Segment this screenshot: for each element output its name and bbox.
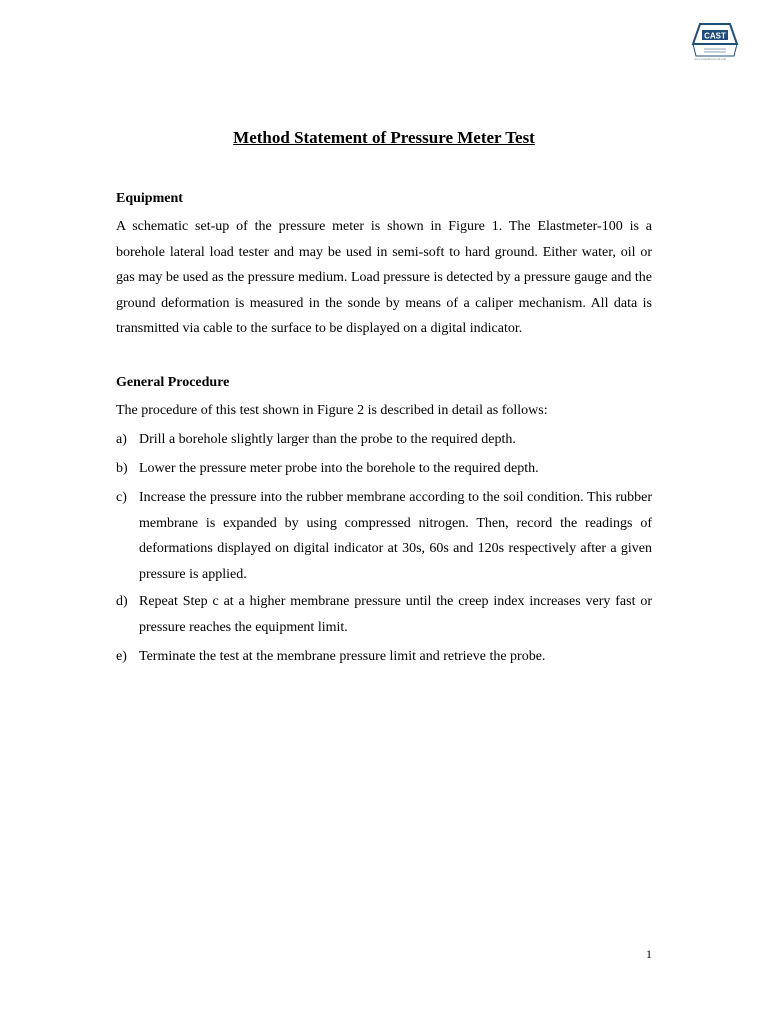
logo-text: CAST [704,31,726,41]
step-marker: d) [116,594,128,609]
step-text: Terminate the test at the membrane pressure limit and retrieve the probe. [139,649,546,664]
procedure-intro: The procedure of this test shown in Figure 2 is described in detail as follows: [116,403,548,418]
step-marker: e) [116,649,127,664]
procedure-step [116,644,652,670]
document-title: Method Statement of Pressure Meter Test [233,128,535,147]
procedure-step [116,456,652,482]
step-text: Lower the pressure meter probe into the borehole to the required depth. [139,461,539,476]
procedure-heading: General Procedure [116,375,230,390]
procedure-step [116,427,652,453]
step-text: Increase the pressure into the rubber membrane according to the soil condition. This rubber membrane is expanded by using compressed nitrogen. Then, record the readings of deformations displayed on digital indicator at 30s, 60s and 120s respectively after a given pressure is applied. [139,490,652,582]
step-text: Repeat Step c at a higher membrane pressure until the creep index increases very fast or pressure reaches the equipment limit. [139,594,652,635]
equipment-paragraph: A schematic set-up of the pressure meter is shown in Figure 1. The Elastmeter-100 is a borehole lateral load tester and may be used in semi-soft to hard ground. Either water, oil or gas may be used as the pressure medium. Load pressure is detected by a pressure gauge and the ground deformation is measured in the sonde by means of a caliper mechanism. All data is transmitted via cable to the surface to be displayed on a digital indicator. [116,219,652,337]
procedure-step [116,485,652,587]
step-marker: c) [116,490,127,505]
step-marker: b) [116,461,128,476]
page-number: 1 [646,947,652,961]
logo-caption: www.castsoftware-ltd.com [694,58,727,61]
equipment-heading: Equipment [116,191,183,206]
step-marker: a) [116,432,127,447]
step-text: Drill a borehole slightly larger than the probe to the required depth. [139,432,516,447]
procedure-step [116,589,652,640]
